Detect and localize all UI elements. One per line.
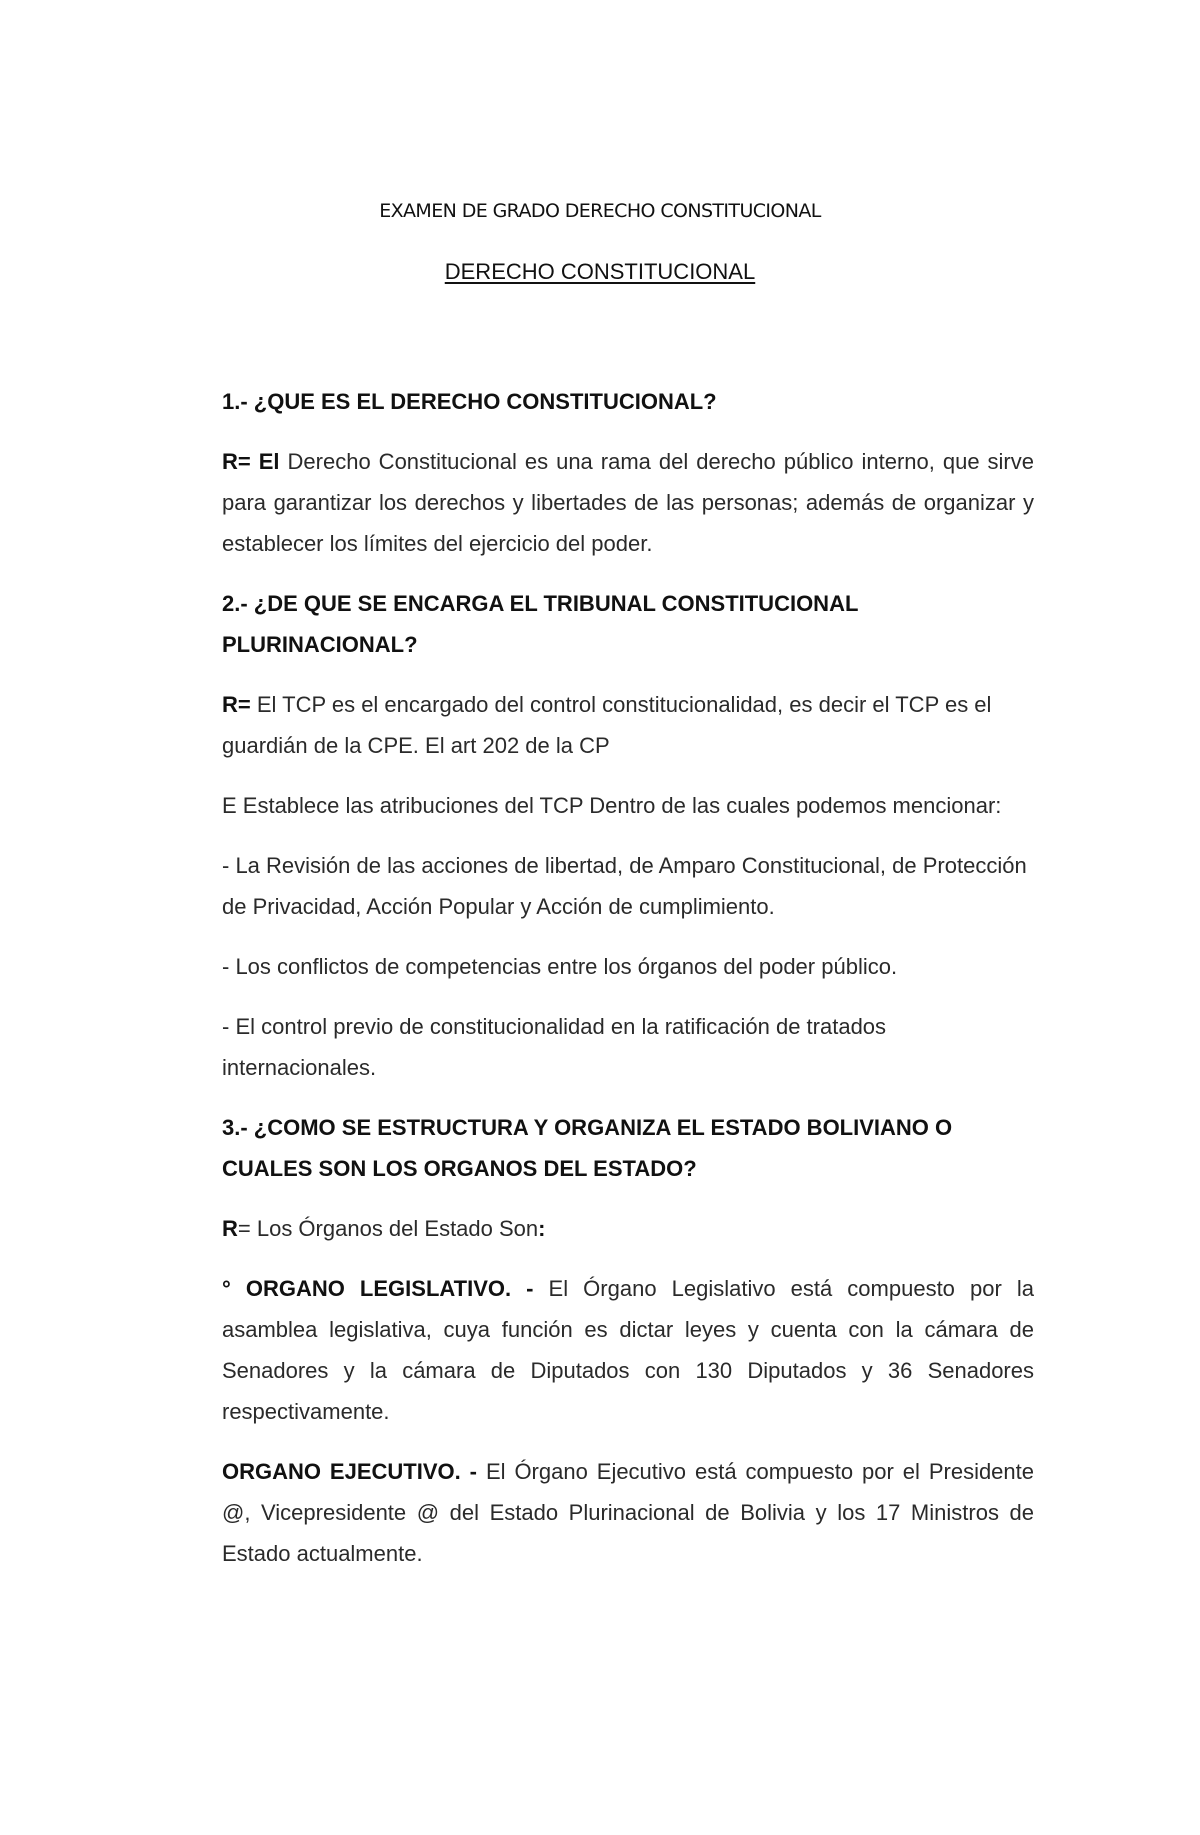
- answer-1-text: Derecho Constitucional es una rama del derecho público interno, que sirve para garantizar los derechos y libertades de las personas; además de organizar y establecer los límites del ejercicio del poder.: [222, 449, 1034, 556]
- organ-legislativo-heading: ° ORGANO LEGISLATIVO. -: [222, 1276, 534, 1301]
- answer-2-text: El TCP es el encargado del control constitucionalidad, es decir el TCP es el guardián de la CPE. El art 202 de la CP: [222, 692, 992, 758]
- answer-3: [222, 1208, 1034, 1249]
- answer-3-lead: R: [222, 1216, 238, 1241]
- question-2: 2.- ¿DE QUE SE ENCARGA EL TRIBUNAL CONSTITUCIONAL PLURINACIONAL?: [222, 591, 859, 657]
- answer-2-bullet: - La Revisión de las acciones de libertad, de Amparo Constitucional, de Protección de Privacidad, Acción Popular y Acción de cumplimiento.: [222, 853, 1027, 919]
- answer-1: [222, 441, 1034, 564]
- document-title: EXAMEN DE GRADO DERECHO CONSTITUCIONAL: [379, 200, 821, 222]
- question-3: 3.- ¿COMO SE ESTRUCTURA Y ORGANIZA EL ESTADO BOLIVIANO O CUALES SON LOS ORGANOS DEL ESTADO?: [222, 1115, 953, 1181]
- document-subtitle: DERECHO CONSTITUCIONAL: [444, 259, 756, 284]
- organ-legislativo: [222, 1268, 1034, 1432]
- answer-2-bullet: - El control previo de constitucionalidad en la ratificación de tratados internacionales.: [222, 1014, 887, 1080]
- answer-2-paragraph: E Establece las atribuciones del TCP Dentro de las cuales podemos mencionar:: [222, 793, 1002, 818]
- organ-ejecutivo-heading: ORGANO EJECUTIVO. -: [222, 1459, 478, 1484]
- answer-2-bullet: - Los conflictos de competencias entre los órganos del poder público.: [222, 954, 898, 979]
- organ-legislativo-text: El Órgano Legislativo está compuesto por la asamblea legislativa, cuya función es dictar leyes y cuenta con la cámara de Senadores y la cámara de Diputados con 130 Diputados y 36 Senadores respectivamente.: [222, 1276, 1034, 1424]
- answer-3-tail: :: [538, 1216, 546, 1241]
- document-body: [222, 381, 1034, 1593]
- organ-ejecutivo: [222, 1451, 1034, 1574]
- answer-1-lead: R= El: [222, 449, 280, 474]
- answer-2-lead: R=: [222, 692, 251, 717]
- question-1: 1.- ¿QUE ES EL DERECHO CONSTITUCIONAL?: [222, 389, 717, 414]
- answer-2: [222, 684, 1034, 766]
- organ-ejecutivo-text: El Órgano Ejecutivo está compuesto por el Presidente @, Vicepresidente @ del Estado Plurinacional de Bolivia y los 17 Ministros de Estado actualmente.: [222, 1459, 1035, 1566]
- answer-3-text: = Los Órganos del Estado Son: [237, 1216, 539, 1241]
